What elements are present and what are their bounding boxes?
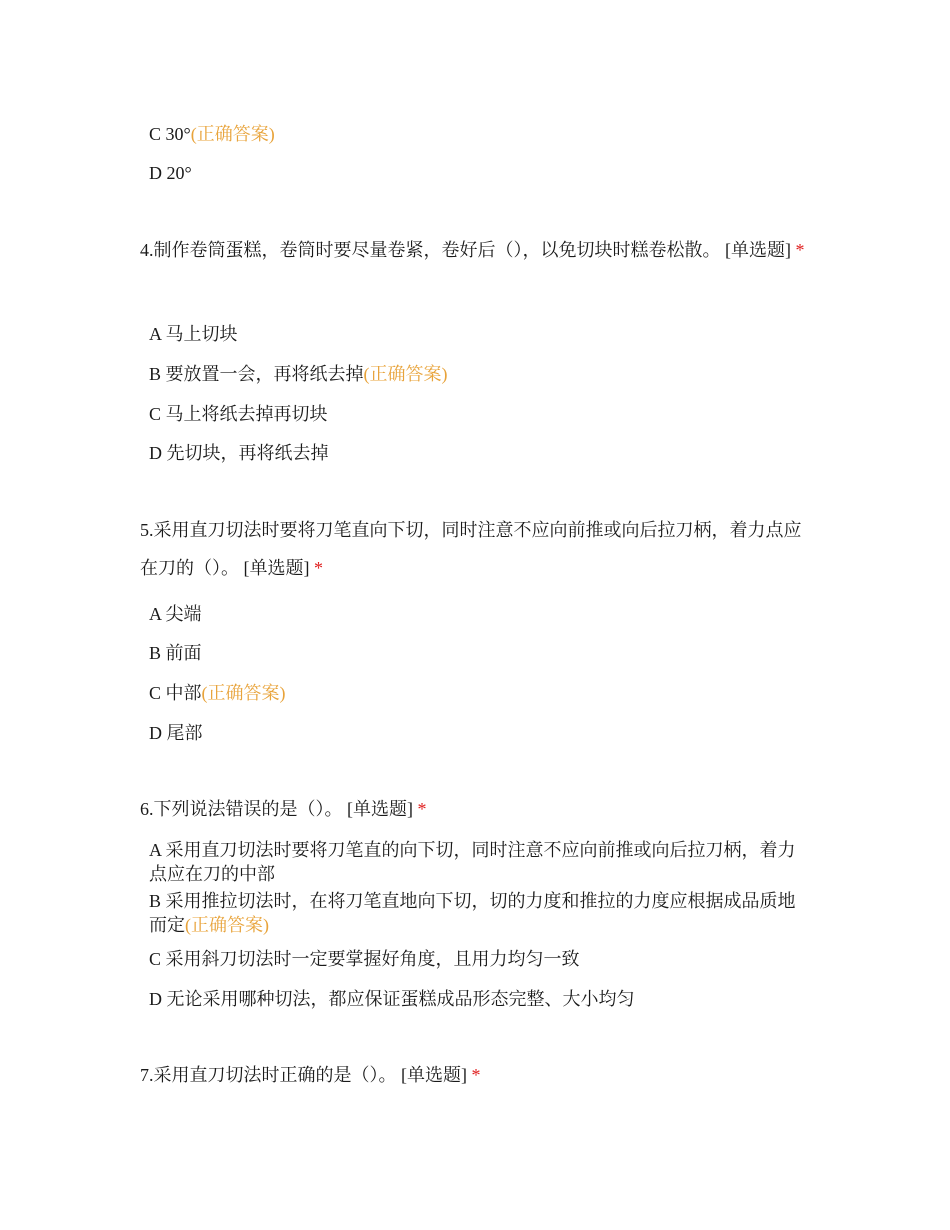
required-mark: *: [795, 240, 805, 260]
q4-option-d-label: D 先切块，再将纸去掉: [149, 443, 329, 463]
q5-option-c: [149, 681, 809, 705]
q5-type-tag: [单选题]: [243, 558, 310, 578]
q6-option-a-label: A 采用直刀切法时要将刀笔直的向下切，同时注意不应向前推或向后拉刀柄，着力点应在刀的中部: [149, 840, 796, 884]
q6-option-c-label: C 采用斜刀切法时一定要掌握好角度，且用力均匀一致: [149, 949, 580, 969]
correct-answer-mark: (正确答案): [185, 915, 269, 935]
q4-option-c-label: C 马上将纸去掉再切块: [149, 404, 328, 424]
q4-option-a: [149, 322, 809, 346]
q7-stem-text: 7.采用直刀切法时正确的是（）。: [140, 1065, 397, 1085]
q4-option-d: [149, 441, 809, 465]
q3-option-d-label: D 20°: [149, 163, 192, 183]
q4-stem: [140, 231, 810, 269]
q5-option-a-label: A 尖端: [149, 604, 202, 624]
q4-type-tag: [单选题]: [725, 240, 791, 260]
q3-option-d: [149, 161, 809, 185]
q6-option-b: [149, 889, 809, 937]
q7-type-tag: [单选题]: [401, 1065, 467, 1085]
q4-option-a-label: A 马上切块: [149, 324, 238, 344]
q6-stem-text: 6.下列说法错误的是（）。: [140, 799, 343, 819]
correct-answer-mark: (正确答案): [201, 683, 286, 703]
q5-option-c-label: C 中部: [149, 683, 202, 703]
q5-option-a: [149, 602, 809, 626]
required-mark: *: [471, 1065, 481, 1085]
q6-option-d: [149, 987, 809, 1011]
correct-answer-mark: (正确答案): [363, 364, 448, 384]
q5-option-b-label: B 前面: [149, 643, 202, 663]
q6-option-d-label: D 无论采用哪种切法，都应保证蛋糕成品形态完整、大小均匀: [149, 989, 635, 1009]
q5-stem-text: 5.采用直刀切法时要将刀笔直向下切，同时注意不应向前推或向后拉刀柄，着力点应在刀的（）。: [140, 520, 802, 578]
q6-option-c: [149, 947, 809, 971]
correct-answer-mark: (正确答案): [190, 124, 275, 144]
q5-option-d: [149, 721, 809, 745]
q5-stem: [140, 511, 810, 587]
q4-option-c: [149, 402, 809, 426]
required-mark: *: [314, 558, 323, 578]
q3-option-c: [149, 122, 809, 146]
q4-option-b-label: B 要放置一会，再将纸去掉: [149, 364, 364, 384]
q5-option-d-label: D 尾部: [149, 723, 203, 743]
q7-stem: [140, 1056, 810, 1094]
q6-stem: [140, 790, 810, 828]
q4-option-b: [149, 362, 809, 386]
q4-stem-text: 4.制作卷筒蛋糕，卷筒时要尽量卷紧，卷好后（），以免切块时糕卷松散。: [140, 240, 721, 260]
required-mark: *: [417, 799, 427, 819]
q6-type-tag: [单选题]: [347, 799, 413, 819]
q6-option-b-label: B 采用推拉切法时，在将刀笔直地向下切，切的力度和推拉的力度应根据成品质地而定: [149, 891, 796, 935]
q6-option-a: [149, 838, 809, 886]
q5-option-b: [149, 641, 809, 665]
q3-option-c-label: C 30°: [149, 124, 191, 144]
